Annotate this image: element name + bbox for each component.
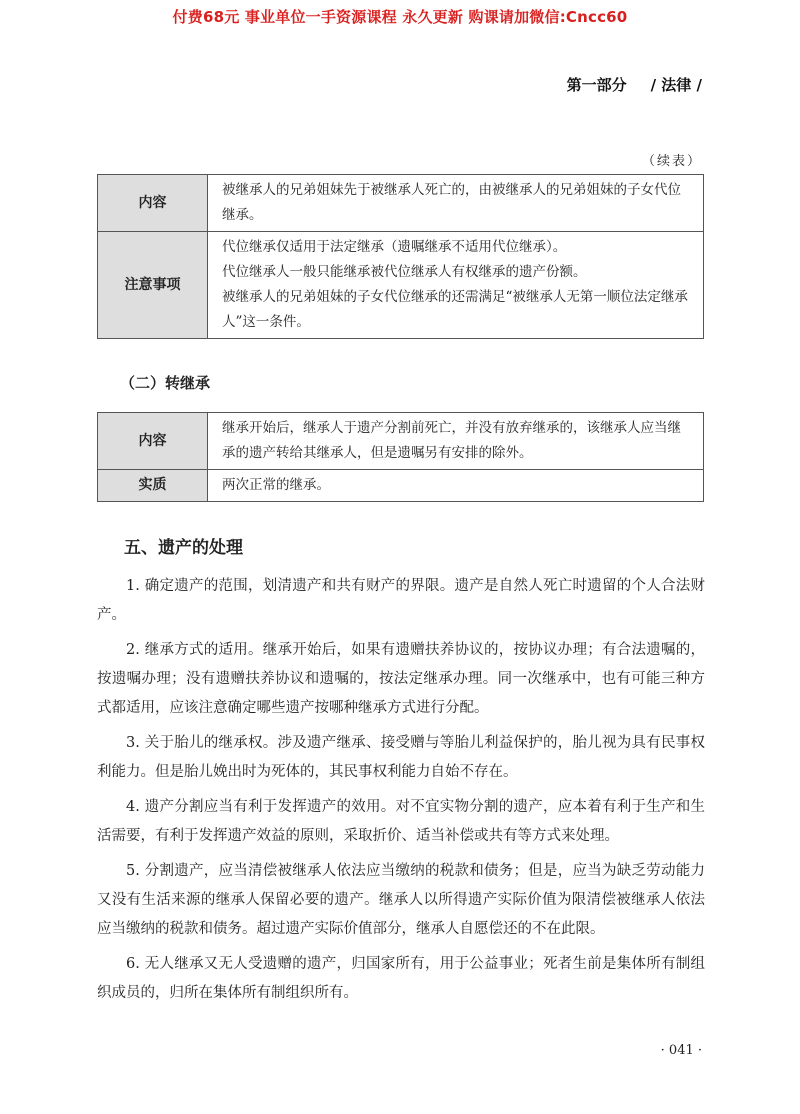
row-key: 实质 <box>98 470 208 502</box>
value-line: 代位继承人一般只能继承被代位继承人有权继承的遗产份额。 <box>222 264 587 280</box>
body-text <box>97 572 705 1014</box>
paragraph: 3. 关于胎儿的继承权。涉及遗产继承、接受赠与等胎儿利益保护的，胎儿视为具有民事权利能力。但是胎儿娩出时为死体的，其民事权利能力自始不存在。 <box>97 735 705 780</box>
value-line: 继承开始后，继承人于遗产分割前死亡，并没有放弃继承的，该继承人应当继承的遗产转给其继承人，但是遗嘱另有安排的除外。 <box>222 420 681 461</box>
header-part: 第一部分 <box>566 76 627 94</box>
table-row <box>98 232 704 339</box>
value-line: 两次正常的继承。 <box>222 477 330 493</box>
paragraph: 1. 确定遗产的范围，划清遗产和共有财产的界限。遗产是自然人死亡时遗留的个人合法财产。 <box>97 578 705 623</box>
table-row <box>98 413 704 470</box>
running-header <box>567 74 702 95</box>
value-line: 代位继承仅适用于法定继承（遗嘱继承不适用代位继承）。 <box>222 239 567 255</box>
header-subject: / 法律 / <box>650 76 702 94</box>
row-key: 注意事项 <box>98 232 208 339</box>
row-value <box>208 232 704 339</box>
table-row <box>98 175 704 232</box>
paragraph: 2. 继承方式的适用。继承开始后，如果有遗赠扶养协议的，按协议办理；有合法遗嘱的，按遗嘱办理；没有遗赠扶养协议和遗嘱的，按法定继承办理。同一次继承中，也有可能三种方式都适用，应该注意确定哪些遗产按哪种继承方式进行分配。 <box>97 642 705 716</box>
row-value <box>208 175 704 232</box>
table-row <box>98 470 704 502</box>
table-continued-note: （续表） <box>641 154 702 169</box>
page-number: · 041 · <box>660 1043 702 1058</box>
transfer-inheritance-table <box>97 412 704 502</box>
row-value <box>208 413 704 470</box>
paragraph: 5. 分割遗产，应当清偿被继承人依法应当缴纳的税款和债务；但是，应当为缺乏劳动能力又没有生活来源的继承人保留必要的遗产。继承人以所得遗产实际价值为限清偿被继承人依法应当缴纳的税款和债务。超过遗产实际价值部分，继承人自愿偿还的不在此限。 <box>97 863 705 937</box>
section-heading: 五、遗产的处理 <box>124 538 243 558</box>
subsection-heading: （二）转继承 <box>120 374 211 392</box>
watermark-banner: 付费68元 事业单位一手资源课程 永久更新 购课请加微信:Cncc60 <box>172 8 628 26</box>
paragraph: 4. 遗产分割应当有利于发挥遗产的效用。对不宜实物分割的遗产，应本着有利于生产和生活需要，有利于发挥遗产效益的原则，采取折价、适当补偿或共有等方式来处理。 <box>97 799 705 844</box>
value-line: 被继承人的兄弟姐妹的子女代位继承的还需满足“被继承人无第一顺位法定继承人”这一条件。 <box>222 289 688 330</box>
row-key: 内容 <box>98 413 208 470</box>
row-key: 内容 <box>98 175 208 232</box>
row-value <box>208 470 704 502</box>
paragraph: 6. 无人继承又无人受遗赠的遗产，归国家所有，用于公益事业；死者生前是集体所有制组织成员的，归所在集体所有制组织所有。 <box>97 956 705 1001</box>
substitution-inheritance-table <box>97 174 704 339</box>
value-line: 被继承人的兄弟姐妹先于被继承人死亡的，由被继承人的兄弟姐妹的子女代位继承。 <box>222 182 681 223</box>
